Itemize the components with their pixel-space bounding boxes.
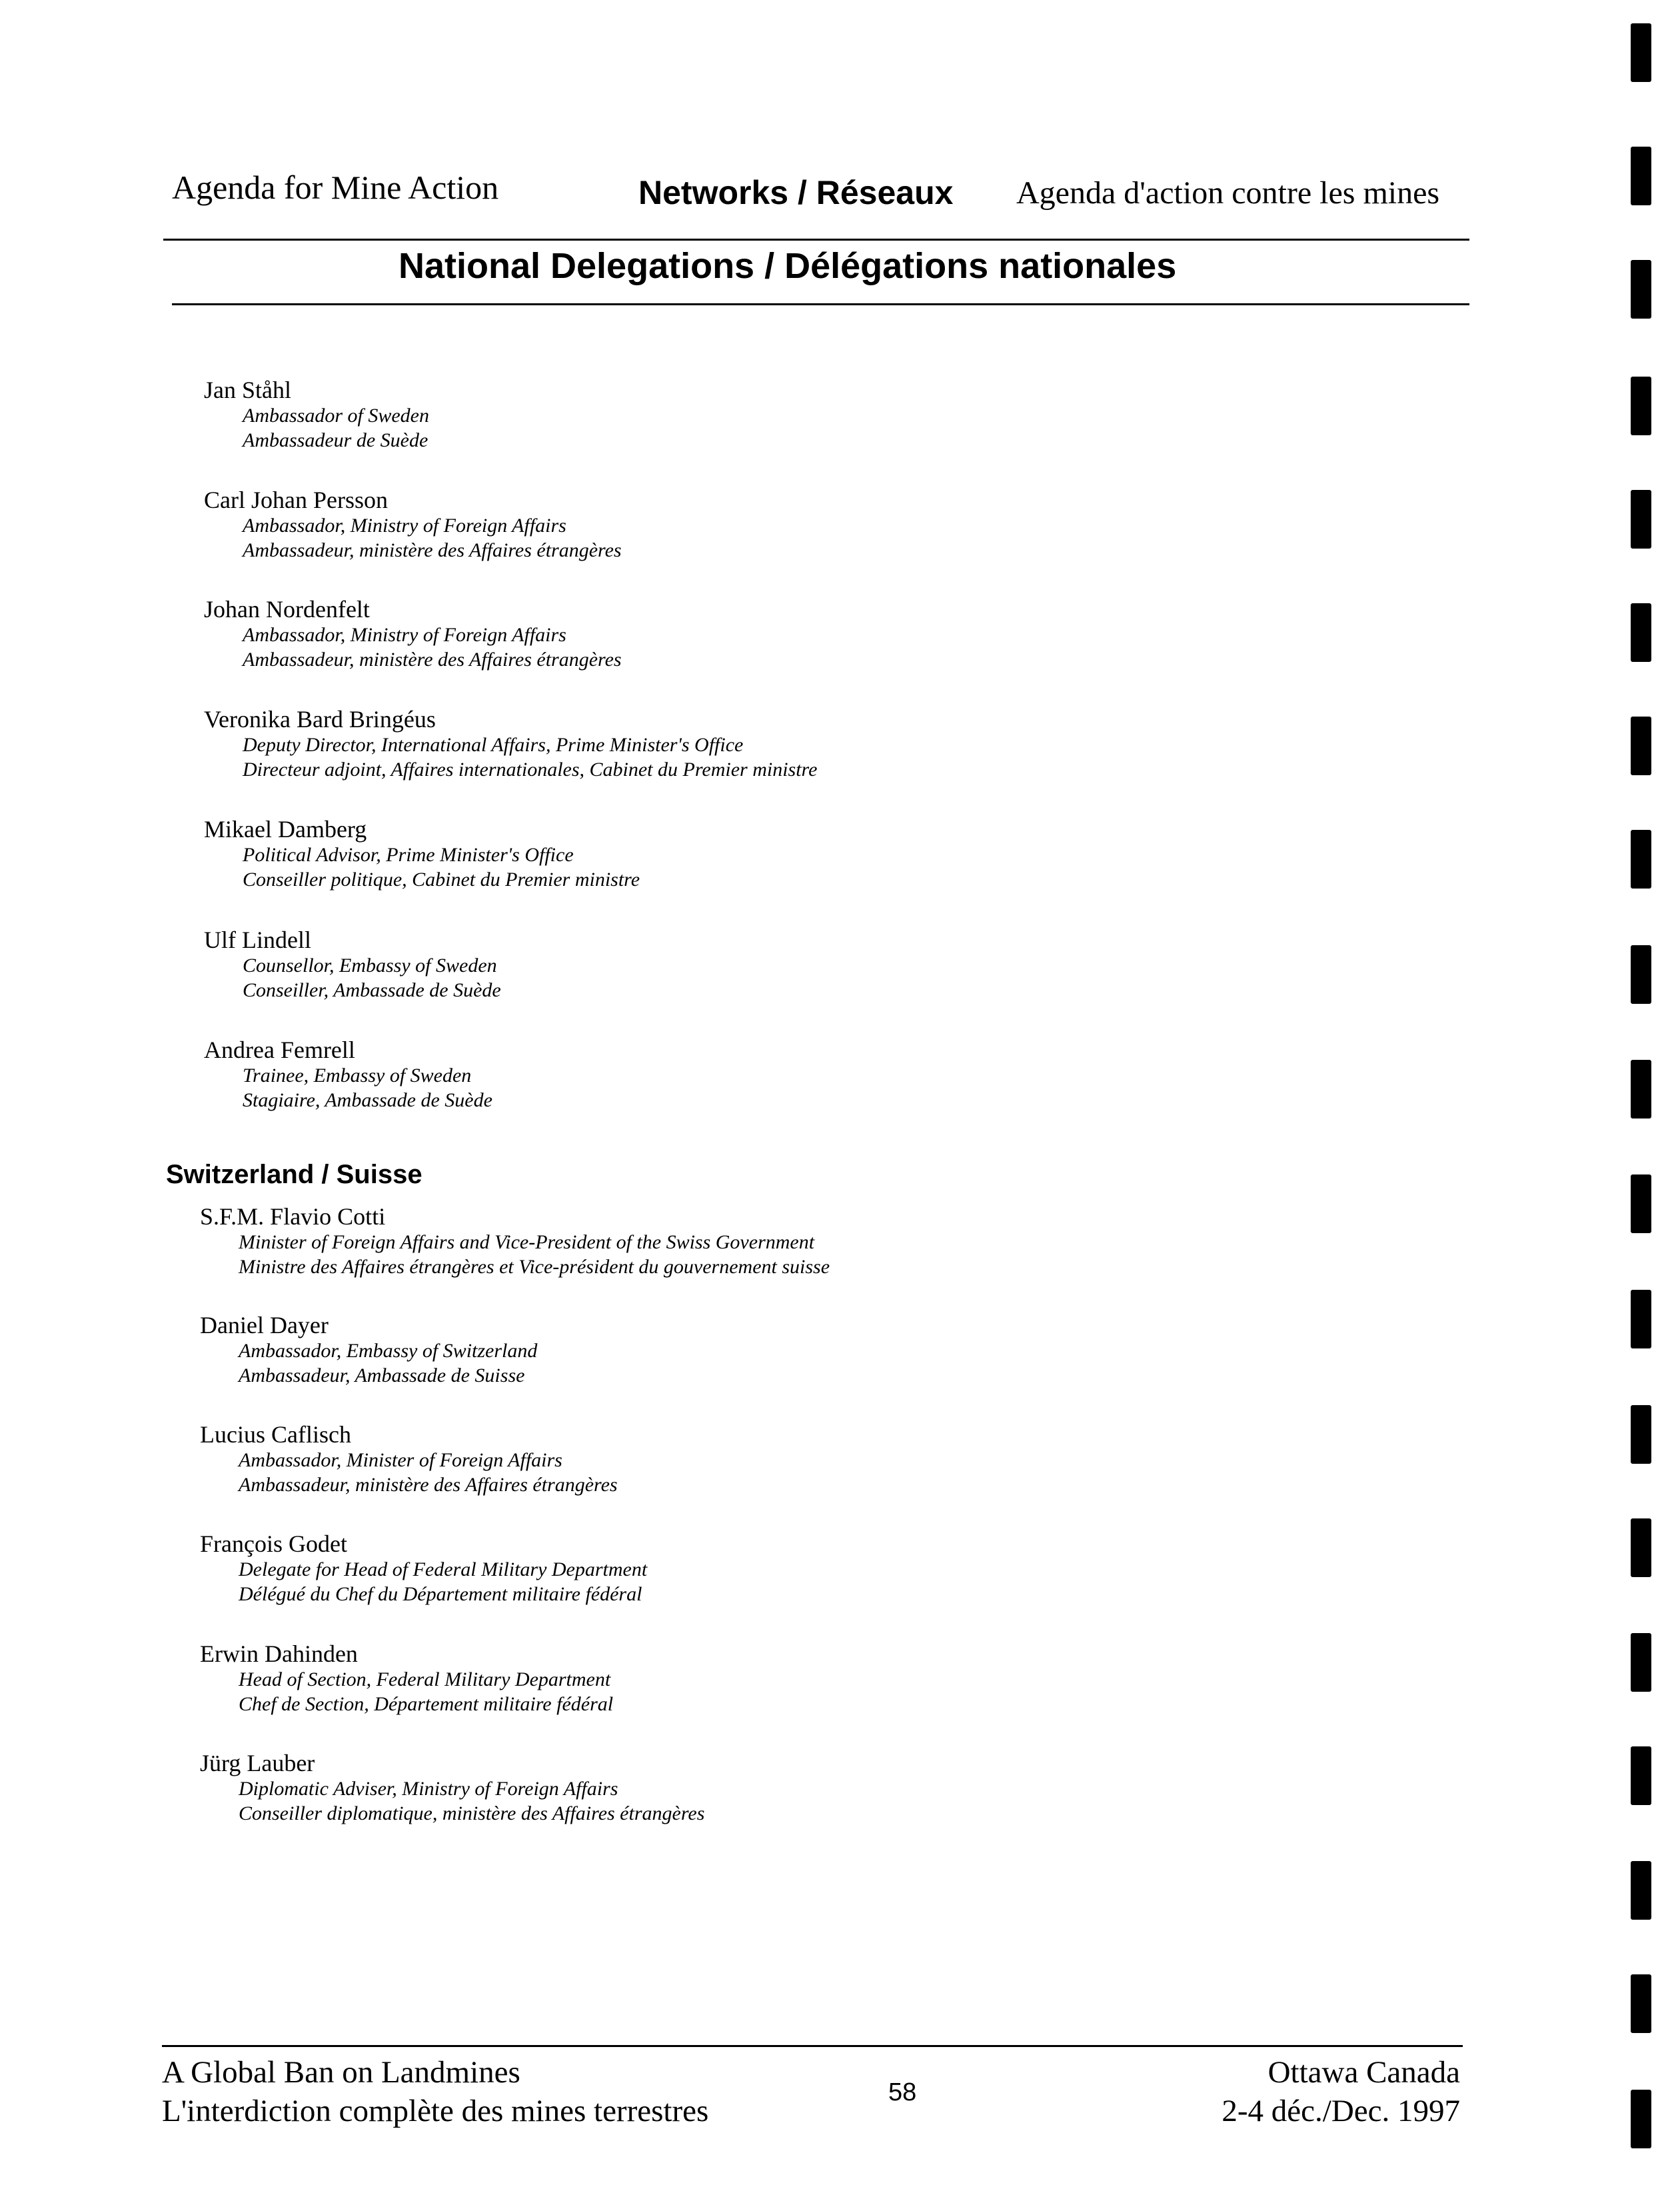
delegate-name: Jürg Lauber: [200, 1750, 315, 1776]
delegate-title-en: Delegate for Head of Federal Military Department: [239, 1558, 648, 1580]
footer-left-line2: L'interdiction complète des mines terrestres: [162, 2094, 709, 2128]
header-rule-top: [163, 239, 1469, 241]
delegate-title-en: Ambassador, Ministry of Foreign Affairs: [243, 624, 566, 646]
section-title: National Delegations / Délégations nationales: [399, 246, 1177, 286]
header-center-title: Networks / Réseaux: [638, 174, 954, 211]
delegate-title-fr: Conseiller politique, Cabinet du Premier ministre: [243, 869, 640, 891]
delegate-entry: [204, 927, 501, 1003]
delegate-name: Mikael Damberg: [204, 816, 367, 843]
delegate-title-en: Counsellor, Embassy of Sweden: [243, 955, 497, 977]
binder-hole-mark: [1631, 147, 1651, 205]
delegate-title-en: Ambassador, Embassy of Switzerland: [239, 1340, 538, 1362]
delegate-name: Johan Nordenfelt: [204, 596, 370, 623]
delegate-entry: [204, 706, 817, 782]
footer-right-line1: Ottawa Canada: [1267, 2055, 1460, 2090]
delegate-title-fr: Ambassadeur, ministère des Affaires étrangères: [239, 1474, 618, 1496]
footer-rule: [162, 2045, 1463, 2047]
delegate-title-en: Political Advisor, Prime Minister's Office: [243, 844, 574, 866]
country-heading: Switzerland / Suisse: [166, 1160, 422, 1189]
delegate-title-fr: Conseiller diplomatique, ministère des Affaires étrangères: [239, 1802, 705, 1824]
delegate-title-fr: Ambassadeur de Suède: [243, 429, 428, 451]
delegate-title-fr: Ambassadeur, ministère des Affaires étrangères: [243, 649, 622, 671]
delegate-name: Lucius Caflisch: [200, 1421, 351, 1448]
delegate-title-en: Deputy Director, International Affairs, Prime Minister's Office: [243, 734, 744, 756]
footer-left: [162, 2053, 708, 2130]
delegate-title-en: Head of Section, Federal Military Department: [239, 1668, 611, 1690]
delegate-name: Erwin Dahinden: [200, 1640, 358, 1667]
binder-hole-mark: [1631, 603, 1651, 662]
delegate-name: Daniel Dayer: [200, 1312, 329, 1338]
binder-hole-mark: [1631, 1861, 1651, 1920]
delegate-title-en: Ambassador, Minister of Foreign Affairs: [239, 1449, 562, 1471]
binder-hole-mark: [1631, 377, 1651, 435]
delegate-name: Jan Ståhl: [204, 377, 291, 403]
binder-hole-mark: [1631, 1633, 1651, 1692]
delegate-title-en: Diplomatic Adviser, Ministry of Foreign Affairs: [239, 1778, 618, 1800]
delegate-title-fr: Délégué du Chef du Département militaire fédéral: [239, 1583, 642, 1605]
binder-hole-mark: [1631, 1174, 1651, 1233]
delegate-entry: [204, 1037, 492, 1112]
delegate-title-en: Trainee, Embassy of Sweden: [243, 1065, 472, 1087]
delegate-title-fr: Directeur adjoint, Affaires internationales, Cabinet du Premier ministre: [243, 759, 818, 781]
binder-hole-mark: [1631, 830, 1651, 889]
binder-hole-mark: [1631, 717, 1651, 775]
footer-right-line2: 2-4 déc./Dec. 1997: [1222, 2094, 1460, 2128]
delegate-entry: [204, 377, 429, 453]
delegate-entry: [200, 1203, 830, 1279]
delegate-entry: [200, 1750, 704, 1826]
binder-hole-mark: [1631, 23, 1651, 82]
delegate-entry: [200, 1312, 537, 1388]
binder-hole-mark: [1631, 1518, 1651, 1577]
footer-left-line1: A Global Ban on Landmines: [162, 2055, 520, 2090]
delegate-title-en: Ambassador of Sweden: [243, 405, 429, 427]
delegate-title-fr: Ambassadeur, Ambassade de Suisse: [239, 1364, 525, 1386]
delegate-title-en: Ambassador, Ministry of Foreign Affairs: [243, 515, 566, 537]
delegate-entry: [200, 1640, 613, 1716]
delegate-title-fr: Conseiller, Ambassade de Suède: [243, 979, 501, 1001]
binder-hole-mark: [1631, 1405, 1651, 1464]
delegate-entry: [200, 1530, 647, 1606]
delegate-name: Andrea Femrell: [204, 1037, 355, 1063]
binder-hole-mark: [1631, 945, 1651, 1004]
delegate-name: Ulf Lindell: [204, 927, 311, 953]
binder-hole-mark: [1631, 1746, 1651, 1805]
delegate-title-fr: Chef de Section, Département militaire fédéral: [239, 1693, 614, 1715]
delegate-title-en: Minister of Foreign Affairs and Vice-President of the Swiss Government: [239, 1231, 815, 1253]
delegate-name: Carl Johan Persson: [204, 487, 388, 513]
binder-hole-mark: [1631, 1974, 1651, 2033]
page-number: 58: [888, 2078, 917, 2106]
delegate-name: S.F.M. Flavio Cotti: [200, 1203, 386, 1230]
binder-hole-mark: [1631, 260, 1651, 319]
delegate-entry: [200, 1421, 618, 1497]
binder-hole-mark: [1631, 1060, 1651, 1118]
footer-right: [1222, 2053, 1460, 2130]
header-rule-bottom: [172, 303, 1469, 305]
binder-hole-mark: [1631, 1290, 1651, 1348]
delegate-title-fr: Ministre des Affaires étrangères et Vice-président du gouvernement suisse: [239, 1256, 830, 1278]
header-right-title: Agenda d'action contre les mines: [1016, 175, 1440, 211]
delegate-entry: [204, 596, 622, 672]
binder-hole-mark: [1631, 2090, 1651, 2148]
delegate-name: François Godet: [200, 1530, 347, 1557]
delegate-entry: [204, 816, 640, 892]
delegate-title-fr: Stagiaire, Ambassade de Suède: [243, 1089, 492, 1111]
delegate-name: Veronika Bard Bringéus: [204, 706, 436, 733]
header-left-title: Agenda for Mine Action: [172, 169, 499, 206]
binder-hole-mark: [1631, 490, 1651, 549]
delegate-entry: [204, 487, 622, 563]
delegate-title-fr: Ambassadeur, ministère des Affaires étrangères: [243, 539, 622, 561]
